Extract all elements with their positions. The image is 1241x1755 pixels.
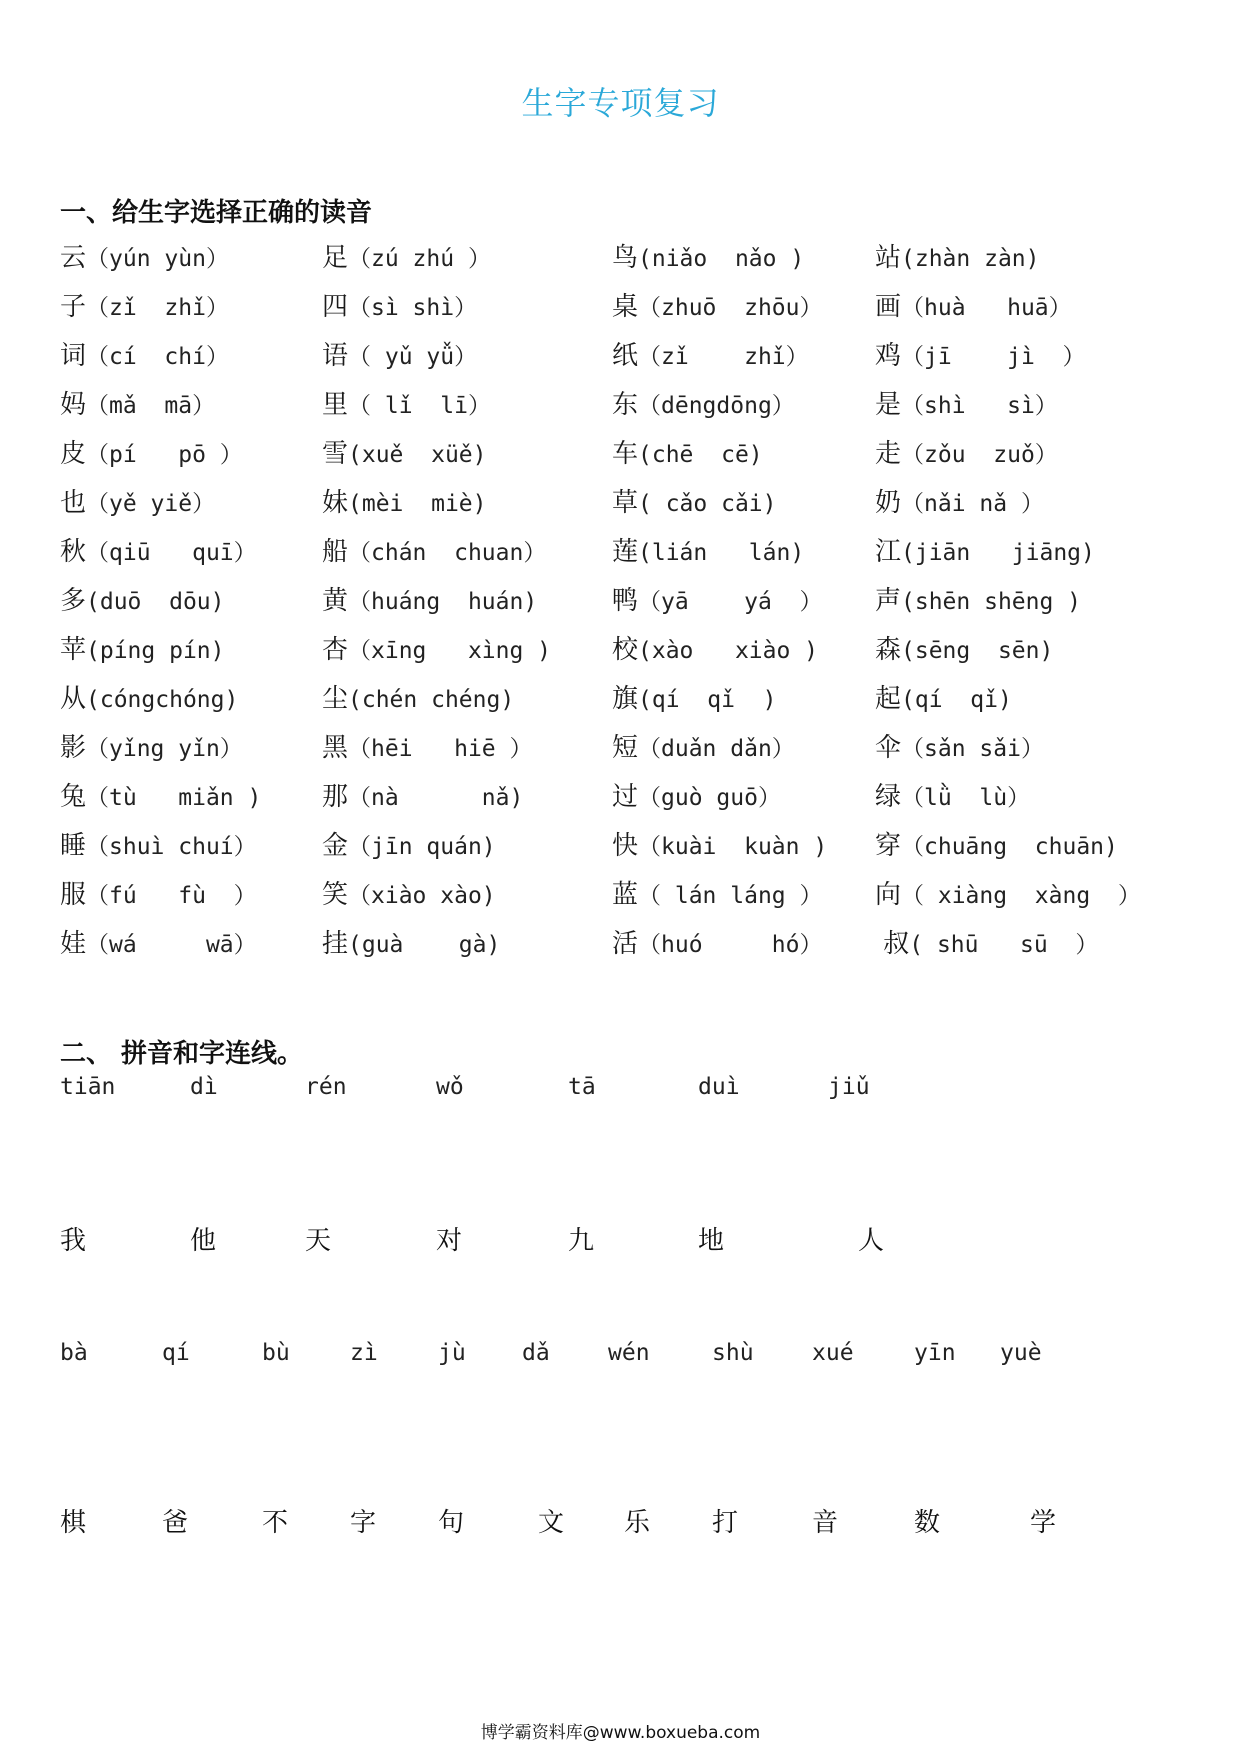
character: 秋 [60, 537, 87, 567]
pinyin-word: dì [190, 1074, 218, 1100]
section-2-heading: 二、 拼音和字连线。 [60, 1039, 304, 1069]
pinyin-options: （wá wā） [86, 932, 257, 958]
character: 黄 [322, 586, 349, 616]
character: 纸 [612, 341, 639, 371]
character: 起 [875, 684, 902, 714]
character: 旗 [612, 684, 639, 714]
reading-item [612, 779, 781, 816]
pinyin-options: （chán chuan） [348, 540, 547, 566]
character: 过 [612, 782, 639, 812]
character: 那 [322, 782, 349, 812]
character: 也 [60, 488, 87, 518]
pinyin-options: (guà gà) [348, 932, 501, 958]
pinyin-word: tā [568, 1074, 596, 1100]
reading-item [612, 877, 823, 914]
reading-item [322, 730, 533, 767]
reading-item [60, 534, 257, 571]
character: 数 [914, 1508, 941, 1538]
character: 桌 [612, 292, 639, 322]
reading-item [875, 338, 1086, 375]
character: 娃 [60, 929, 87, 959]
reading-item [60, 289, 229, 326]
reading-item [60, 338, 229, 375]
character: 服 [60, 880, 87, 910]
character: 短 [612, 733, 639, 763]
character: 穿 [875, 831, 902, 861]
pinyin-options: （chuāng chuān) [901, 834, 1118, 860]
character: 天 [305, 1226, 332, 1256]
reading-item [322, 828, 496, 865]
pinyin-options: （zǐ zhǐ） [638, 344, 809, 370]
reading-item [612, 926, 823, 963]
character: 苹 [60, 635, 87, 665]
reading-item [60, 240, 229, 277]
reading-item [612, 485, 777, 522]
pinyin-options: （nǎi nǎ ） [901, 491, 1044, 517]
pinyin-options: （pí pō ） [86, 442, 243, 468]
pinyin-options: (shēn shēng ) [901, 589, 1082, 615]
pinyin-word: tiān [60, 1074, 116, 1100]
pinyin-options: (cóngchóng) [86, 687, 239, 713]
pinyin-options: （yún yùn） [86, 246, 229, 272]
character: 打 [712, 1508, 739, 1538]
pinyin-options: ( shū sū ） [909, 932, 1099, 958]
pinyin-options: (xào xiào ) [638, 638, 819, 664]
character: 伞 [875, 733, 902, 763]
character: 妈 [60, 390, 87, 420]
character: 人 [858, 1226, 885, 1256]
reading-item [322, 681, 514, 718]
reading-item [612, 583, 823, 620]
pinyin-options: （qiū quī） [86, 540, 257, 566]
character: 船 [322, 537, 349, 567]
reading-item [875, 534, 1095, 571]
reading-item [612, 387, 795, 424]
reading-item [875, 485, 1044, 522]
character: 黑 [322, 733, 349, 763]
reading-item [612, 681, 777, 718]
reading-item [322, 779, 523, 816]
pinyin-options: （xīng xìng ) [348, 638, 552, 664]
section-1-heading: 一、给生字选择正确的读音 [60, 198, 373, 228]
pinyin-options: （zǒu zuǒ） [901, 442, 1058, 468]
pinyin-options: （yǐng yǐn） [86, 736, 243, 762]
reading-item [322, 926, 500, 963]
pinyin-options: ( cǎo cǎi) [638, 491, 777, 517]
character: 字 [350, 1508, 377, 1538]
character: 语 [322, 341, 349, 371]
pinyin-options: （dēngdōng） [638, 393, 795, 419]
reading-item [60, 779, 261, 816]
pinyin-options: (sēng sēn) [901, 638, 1054, 664]
pinyin-word: qí [162, 1340, 190, 1366]
pinyin-options: (qí qǐ) [901, 687, 1012, 713]
pinyin-options: （ lǐ lī） [348, 393, 491, 419]
reading-item [875, 436, 1058, 473]
character: 不 [262, 1508, 289, 1538]
pinyin-options: （sǎn sǎi） [901, 736, 1044, 762]
character: 我 [60, 1226, 87, 1256]
reading-item [322, 632, 551, 669]
page-title: 生字专项复习 [521, 84, 720, 122]
character: 睡 [60, 831, 87, 861]
reading-item [322, 436, 487, 473]
character: 学 [1030, 1508, 1057, 1538]
reading-item [322, 387, 491, 424]
character: 挂 [322, 929, 349, 959]
character: 莲 [612, 537, 639, 567]
reading-item [322, 289, 477, 326]
character: 笑 [322, 880, 349, 910]
pinyin-options: （hēi hiē ） [348, 736, 533, 762]
pinyin-options: (jiān jiāng) [901, 540, 1095, 566]
pinyin-options: （huà huā） [901, 295, 1072, 321]
reading-item [60, 632, 225, 669]
pinyin-options: （nà nǎ) [348, 785, 524, 811]
reading-item [612, 436, 763, 473]
pinyin-word: xué [812, 1340, 854, 1366]
reading-item [875, 240, 1040, 277]
pinyin-options: (xuě xüě) [348, 442, 487, 468]
pinyin-word: wén [608, 1340, 650, 1366]
reading-item [60, 583, 225, 620]
reading-item [875, 926, 1098, 963]
pinyin-options: （zǐ zhǐ） [86, 295, 229, 321]
footer-watermark: 博学霸资料库@www.boxueba.com [480, 1723, 761, 1743]
reading-item [60, 436, 243, 473]
pinyin-options: （zú zhú ） [348, 246, 491, 272]
pinyin-word: dǎ [522, 1340, 550, 1366]
pinyin-word: yīn [914, 1340, 956, 1366]
reading-item [875, 779, 1030, 816]
character: 东 [612, 390, 639, 420]
character: 鸭 [612, 586, 639, 616]
pinyin-options: （lǜ lù） [901, 785, 1031, 811]
character: 影 [60, 733, 87, 763]
pinyin-word: duì [698, 1074, 740, 1100]
pinyin-options: （yā yá ） [638, 589, 823, 615]
pinyin-word: rén [305, 1074, 347, 1100]
reading-item [322, 534, 546, 571]
character: 绿 [875, 782, 902, 812]
character: 车 [612, 439, 639, 469]
pinyin-options: （xiào xào) [348, 883, 496, 909]
reading-item [60, 730, 243, 767]
character: 向 [875, 880, 902, 910]
character: 词 [60, 341, 87, 371]
pinyin-options: （jīn quán) [348, 834, 496, 860]
reading-item [322, 338, 477, 375]
reading-item [612, 730, 795, 767]
character: 他 [190, 1226, 217, 1256]
pinyin-word: zì [350, 1340, 378, 1366]
character: 句 [438, 1508, 465, 1538]
character: 音 [812, 1508, 839, 1538]
pinyin-options: （ yǔ yǚ） [348, 344, 478, 370]
reading-item [875, 289, 1072, 326]
pinyin-options: （mǎ mā） [86, 393, 216, 419]
reading-item [875, 730, 1044, 767]
character: 金 [322, 831, 349, 861]
character: 九 [568, 1226, 595, 1256]
pinyin-options: （shuì chuí） [86, 834, 257, 860]
reading-item [322, 877, 496, 914]
pinyin-options: （yě yiě） [86, 491, 216, 517]
pinyin-options: (qí qǐ ) [638, 687, 777, 713]
reading-item [612, 828, 827, 865]
character: 鸡 [875, 341, 902, 371]
pinyin-options: （jī jì ） [901, 344, 1086, 370]
character: 是 [875, 390, 902, 420]
pinyin-options: (chē cē) [638, 442, 763, 468]
pinyin-options: （duǎn dǎn） [638, 736, 795, 762]
pinyin-options: （cí chí） [86, 344, 229, 370]
character: 快 [612, 831, 639, 861]
reading-item [60, 926, 257, 963]
pinyin-options: （guò guō） [638, 785, 781, 811]
character: 从 [60, 684, 87, 714]
character: 校 [612, 635, 639, 665]
pinyin-word: bà [60, 1340, 88, 1366]
reading-item [612, 338, 809, 375]
pinyin-options: (chén chéng) [348, 687, 515, 713]
pinyin-options: （fú fù ） [86, 883, 257, 909]
reading-item [875, 387, 1058, 424]
character: 尘 [322, 684, 349, 714]
character: 草 [612, 488, 639, 518]
character: 妹 [322, 488, 349, 518]
pinyin-options: (píng pín) [86, 638, 225, 664]
character: 多 [60, 586, 87, 616]
character: 雪 [322, 439, 349, 469]
character: 子 [60, 292, 87, 322]
pinyin-options: （kuài kuàn ) [638, 834, 828, 860]
reading-item [60, 877, 257, 914]
character: 棋 [60, 1508, 87, 1538]
character: 声 [875, 586, 902, 616]
character: 皮 [60, 439, 87, 469]
character: 叔 [875, 929, 910, 959]
pinyin-word: bù [262, 1340, 290, 1366]
reading-item [875, 681, 1012, 718]
pinyin-word: jiǔ [828, 1074, 870, 1100]
pinyin-options: (mèi miè) [348, 491, 487, 517]
reading-item [60, 828, 257, 865]
pinyin-options: （huáng huán) [348, 589, 538, 615]
pinyin-options: （huó hó） [638, 932, 823, 958]
character: 四 [322, 292, 349, 322]
pinyin-options: （shì sì） [901, 393, 1058, 419]
character: 文 [538, 1508, 565, 1538]
reading-item [875, 583, 1081, 620]
character: 江 [875, 537, 902, 567]
reading-item [875, 877, 1141, 914]
character: 画 [875, 292, 902, 322]
reading-item [60, 681, 238, 718]
character: 乐 [624, 1508, 651, 1538]
pinyin-options: (zhàn zàn) [901, 246, 1040, 272]
character: 足 [322, 243, 349, 273]
character: 走 [875, 439, 902, 469]
reading-item [612, 289, 823, 326]
reading-item [322, 583, 537, 620]
pinyin-options: （ xiàng xàng ） [901, 883, 1141, 909]
pinyin-word: jù [438, 1340, 466, 1366]
pinyin-options: （tù miǎn ) [86, 785, 262, 811]
pinyin-word: wǒ [436, 1074, 464, 1100]
character: 奶 [875, 488, 902, 518]
character: 鸟 [612, 243, 639, 273]
reading-item [60, 485, 215, 522]
character: 蓝 [612, 880, 639, 910]
character: 云 [60, 243, 87, 273]
reading-item [612, 240, 804, 277]
character: 活 [612, 929, 639, 959]
character: 对 [436, 1226, 463, 1256]
character: 里 [322, 390, 349, 420]
pinyin-options: （zhuō zhōu） [638, 295, 823, 321]
reading-item [322, 485, 487, 522]
pinyin-word: yuè [1000, 1340, 1042, 1366]
reading-item [60, 387, 215, 424]
pinyin-word: shù [712, 1340, 754, 1366]
pinyin-options: （ lán láng ） [638, 883, 823, 909]
character: 兔 [60, 782, 87, 812]
pinyin-options: (niǎo nǎo ) [638, 246, 805, 272]
character: 地 [698, 1226, 725, 1256]
reading-item [875, 828, 1118, 865]
reading-item [322, 240, 491, 277]
pinyin-options: （sì shì） [348, 295, 478, 321]
character: 爸 [162, 1508, 189, 1538]
character: 森 [875, 635, 902, 665]
reading-item [612, 632, 818, 669]
pinyin-options: (lián lán) [638, 540, 805, 566]
character: 站 [875, 243, 902, 273]
character: 杏 [322, 635, 349, 665]
reading-item [875, 632, 1053, 669]
reading-item [612, 534, 804, 571]
pinyin-options: (duō dōu) [86, 589, 225, 615]
